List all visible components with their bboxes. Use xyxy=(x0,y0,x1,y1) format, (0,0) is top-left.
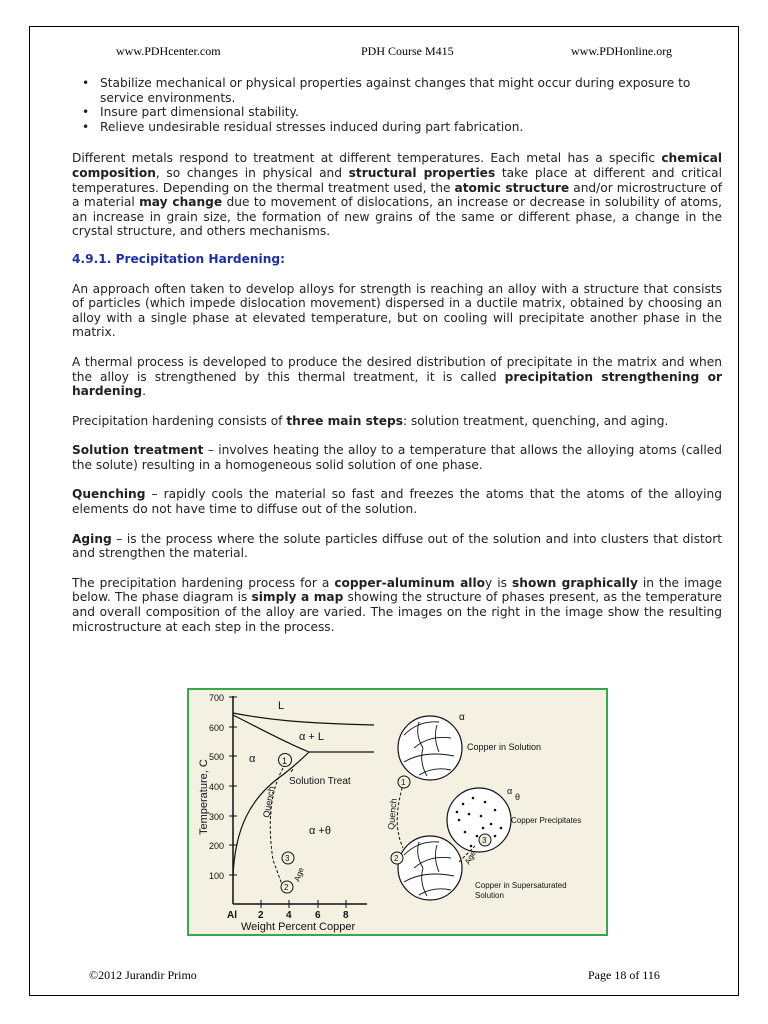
phase-diagram-svg xyxy=(189,690,606,934)
y-tick-label: 200 xyxy=(209,841,225,851)
x-tick-label: 2 xyxy=(258,910,264,921)
y-tick-label: 300 xyxy=(209,812,225,822)
header-right: www.PDHonline.org xyxy=(571,44,672,58)
quench-label: Quench xyxy=(386,797,399,831)
step-number: 3 xyxy=(285,854,290,863)
solidus-line xyxy=(233,715,309,752)
paragraph-quenching: Quenching – rapidly cools the material so fast and freezes the atoms that the atoms of the alloying elements do not have time to diffuse out of the solution. xyxy=(72,487,722,517)
step-number: 1 xyxy=(401,778,406,787)
x-tick-label: Al xyxy=(227,910,237,921)
x-axis-label: Weight Percent Copper xyxy=(241,921,356,933)
step-number: 1 xyxy=(282,756,288,766)
y-tick-label: 100 xyxy=(209,871,225,881)
x-tick-label: 8 xyxy=(343,910,349,921)
solution-treat-label: Solution Treat xyxy=(289,776,351,787)
x-tick-label: 4 xyxy=(286,910,292,921)
caption-copper-in-solution: Copper in Solution xyxy=(467,742,542,752)
paragraph-solution-treatment: Solution treatment – involves heating the alloy to a temperature that allows the alloying atoms (called the solute) resulting in a homogeneous solid solution of one phase. xyxy=(72,443,722,472)
caption-supersaturated: Copper in Supersaturated xyxy=(475,881,567,890)
x-tick-label: 6 xyxy=(315,910,321,921)
quench-path xyxy=(270,768,284,890)
y-tick-label: 500 xyxy=(209,752,225,762)
paragraph-aging: Aging – is the process where the solute particles diffuse out of the solution and into clusters that distort and strengthen the material. xyxy=(72,531,722,561)
step-number: 2 xyxy=(284,883,289,892)
region-alpha-liquid: α + L xyxy=(299,731,325,743)
y-tick-label: 400 xyxy=(209,782,225,792)
theta-label: θ xyxy=(515,792,521,802)
age-label: Age xyxy=(462,849,478,866)
step-number: 3 xyxy=(482,836,487,845)
footer-copyright: ©2012 Jurandir Primo xyxy=(89,968,197,982)
liquidus-line xyxy=(233,713,374,725)
alpha-label: α xyxy=(507,786,513,796)
caption-copper-precipitates: Copper Precipitates xyxy=(511,816,582,825)
bullet-list xyxy=(72,76,722,134)
paragraph-steps: Precipitation hardening consists of three main steps: solution treatment, quenching, and aging. xyxy=(72,413,669,428)
y-tick-label: 700 xyxy=(209,693,225,703)
y-tick-label: 600 xyxy=(209,723,225,733)
header-center: PDH Course M415 xyxy=(361,44,454,58)
alpha-label: α xyxy=(459,712,465,723)
section-heading: 4.9.1. Precipitation Hardening: xyxy=(72,251,285,266)
footer-page-number: Page 18 of 116 xyxy=(588,968,660,982)
pointer-line xyxy=(291,769,293,772)
list-item: • Insure part dimensional stability. xyxy=(100,105,722,120)
quench-label: Quench xyxy=(261,785,277,819)
page-body xyxy=(72,76,722,634)
header-left: www.PDHcenter.com xyxy=(116,44,221,58)
paragraph-metals: Different metals respond to treatment at different temperatures. Each metal has a specific chemical composition, so changes in physical and structural properties take place at different and critical temperatures. Depending on the thermal treatment used, the atomic structure and/or microstructure of a material may change due to movement of dislocations, an increase or decrease in solubility of atoms, an increase in grain size, the formation of new grains of the same or different phase, a change in the crystal structure, and others mechanisms. xyxy=(72,151,723,239)
list-item: • Relieve undesirable residual stresses induced during part fabrication. xyxy=(100,120,722,135)
step-number: 2 xyxy=(394,854,399,863)
age-label: Age xyxy=(292,866,306,883)
caption-supersaturated-solution: Solution xyxy=(475,891,504,900)
region-alpha: α xyxy=(249,753,256,765)
region-alpha-theta: α +θ xyxy=(309,825,331,837)
quench-arrow xyxy=(397,778,405,848)
y-axis-label: Temperature, C xyxy=(198,759,210,835)
paragraph-approach: An approach often taken to develop alloys for strength is reaching an alloy with a structure that consists of particles (which impede dislocation movement) dispersed in a ductile matrix, obtained by choosing an alloy with a single phase at elevated temperature, but on cooling will precipitate another phase in the matrix. xyxy=(72,281,722,340)
region-liquid: L xyxy=(278,700,285,712)
paragraph-thermal: A thermal process is developed to produce the desired distribution of precipitate in the matrix and when the alloy is strengthened by this thermal treatment, it is called precipitation strengthening or hardening. xyxy=(72,354,723,399)
list-item: • Stabilize mechanical or physical properties against changes that might occur during exposure to service environments. xyxy=(100,76,722,105)
paragraph-graph: The precipitation hardening process for a copper-aluminum alloy is shown graphically in the image below. The phase diagram is simply a map showing the structure of phases present, as the temperature and overall composition of the alloy are varied. The images on the right in the image show the resulting microstructure at each step in the process. xyxy=(72,575,723,634)
phase-diagram-figure xyxy=(187,688,608,936)
